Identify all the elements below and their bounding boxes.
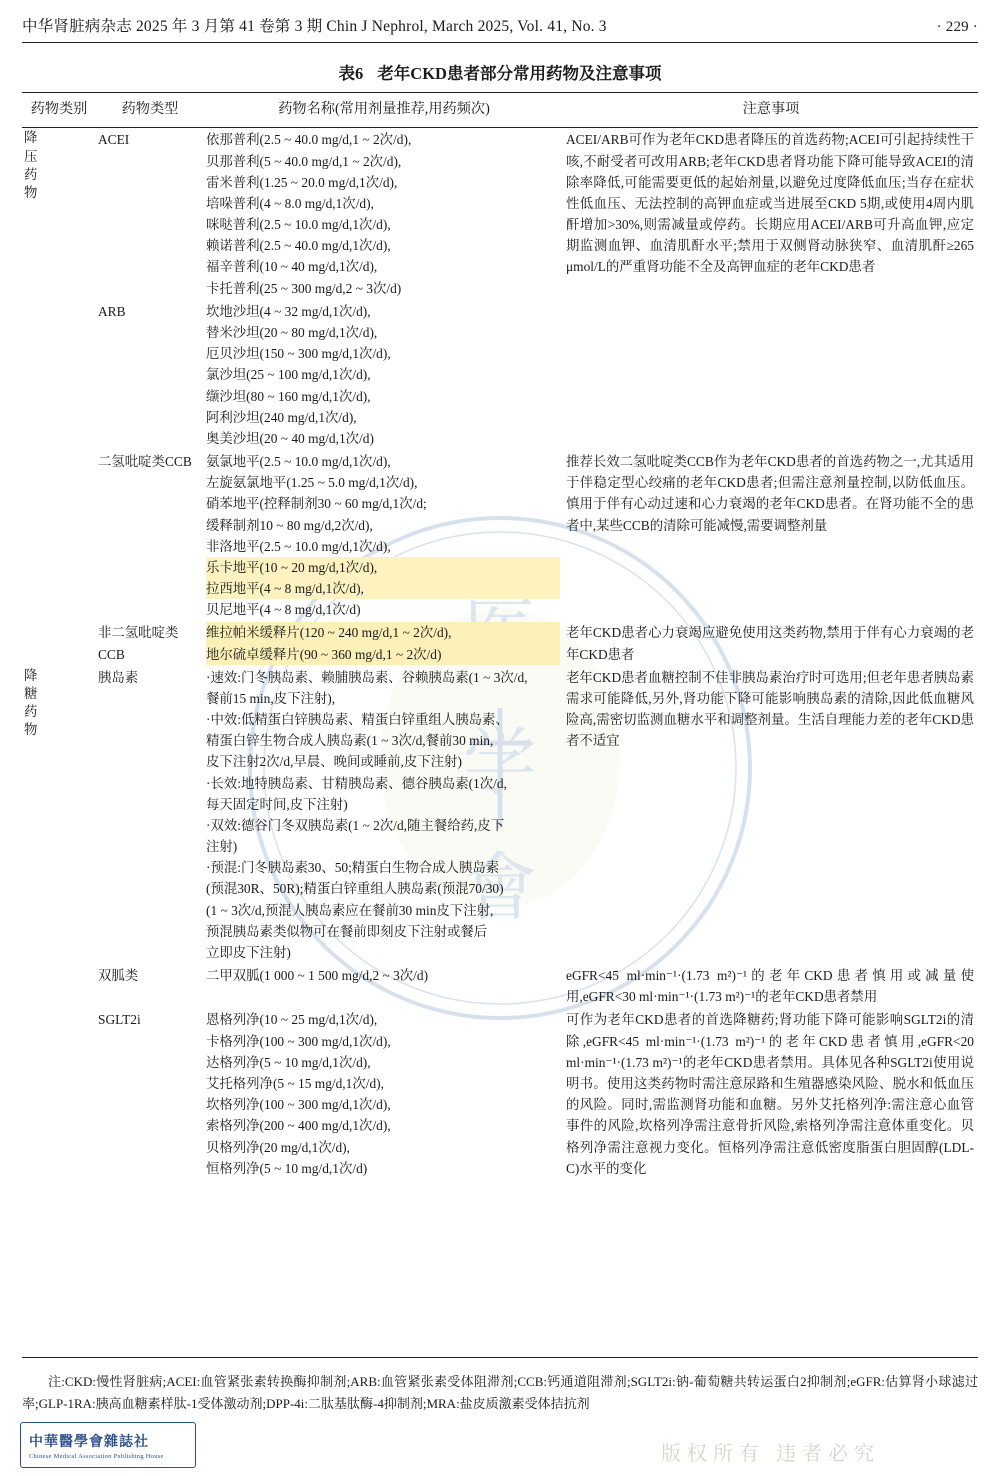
drug-name-line: 氨氯地平(2.5 ~ 10.0 mg/d,1次/d), — [206, 454, 391, 470]
drug-name-line: 替米沙坦(20 ~ 80 mg/d,1次/d), — [206, 324, 378, 340]
note-text: ACEI/ARB可作为老年CKD患者降压的首选药物;ACEI可引起持续性干咳,不耐受者可改用ARB;老年CKD患者肾功能下降可能导致ACEI的清除率降低,可能需要更低的起始剂量,以避免过度降低血压;当存在症状性低血压、无法控制的高钾血症或当进展至CKD 5期,或使用4周内肌酐增加>30%,则需减量或停药。长期应用ACEI/ARB可升高血钾,应定期监测血钾、血清肌酐水平;禁用于双侧肾动脉狭窄、血清肌酐≥265 μmol/L的严重肾功能不全及高钾血症的老年CKD患者 — [566, 132, 974, 275]
drug-name-line: 坎格列净(100 ~ 300 mg/d,1次/d), — [206, 1097, 391, 1113]
journal-issue-en: Chin J Nephrol, March 2025, Vol. 41, No. 3 — [326, 18, 607, 35]
drug-name-line: 二甲双胍(1 000 ~ 1 500 mg/d,2 ~ 3次/d) — [206, 968, 429, 984]
drug-table — [22, 92, 978, 1180]
row-drug-names — [204, 621, 564, 665]
drug-name-line: (1 ~ 3次/d,预混人胰岛素应在餐前30 min皮下注射, — [206, 902, 494, 918]
col-header-note: 注意事项 — [564, 93, 978, 128]
running-head — [22, 14, 978, 36]
note-text: 老年CKD患者血糖控制不佳非胰岛素治疗时可选用;但老年患者胰岛素需求可能降低,另外,肾功能下降可能影响胰岛素的清除,因此低血糖风险高,需密切监测血糖水平和调整剂量。生活自理能力差的老年CKD患者不适宜 — [566, 669, 974, 749]
table-row — [22, 666, 978, 964]
publisher-name-en: Chinese Medical Association Publishing House — [29, 1452, 164, 1460]
drug-name-line: ·长效:地特胰岛素、甘精胰岛素、德谷胰岛素(1次/d, — [206, 775, 507, 791]
drug-name-line: 左旋氨氯地平(1.25 ~ 5.0 mg/d,1次/d), — [206, 475, 418, 491]
table-row — [22, 1008, 978, 1179]
row-note — [564, 128, 978, 450]
drug-name-line: 奥美沙坦(20 ~ 40 mg/d,1次/d) — [206, 430, 374, 446]
drug-name-line: 福辛普利(10 ~ 40 mg/d,1次/d), — [206, 259, 378, 275]
row-drug-names — [204, 300, 564, 450]
drug-name-line: (预混30R、50R);精蛋白锌重组人胰岛素(预混70/30) — [206, 881, 504, 897]
table-caption — [0, 60, 1000, 84]
drug-name-line: ·预混:门冬胰岛素30、50;精蛋白生物合成人胰岛素 — [206, 860, 500, 876]
row-type: 二氢吡啶类CCB — [98, 454, 192, 470]
page-number: · 229 · — [936, 19, 978, 35]
drug-name-line: 咪哒普利(2.5 ~ 10.0 mg/d,1次/d), — [206, 217, 391, 233]
row-drug-names — [204, 450, 564, 621]
row-type: 胰岛素 — [98, 669, 139, 685]
drug-name-line: 厄贝沙坦(150 ~ 300 mg/d,1次/d), — [206, 346, 391, 362]
drug-name-line: 精蛋白锌生物合成人胰岛素(1 ~ 3次/d,餐前30 min, — [206, 733, 494, 749]
copyright-stamp: 版权所有 违者必究 — [661, 1443, 880, 1465]
drug-name-line: 乐卡地平(10 ~ 20 mg/d,1次/d), — [206, 557, 560, 578]
header-rule — [22, 42, 978, 43]
table-header-row — [22, 93, 978, 128]
drug-name-line: 赖诺普利(2.5 ~ 40.0 mg/d,1次/d), — [206, 238, 391, 254]
table-bottom-rule — [22, 1357, 978, 1358]
row-note — [564, 1008, 978, 1179]
drug-name-line: 缬沙坦(80 ~ 160 mg/d,1次/d), — [206, 388, 371, 404]
row-category: 降糖药物 — [24, 667, 38, 738]
footnote-text: 注:CKD:慢性肾脏病;ACEI:血管紧张素转换酶抑制剂;ARB:血管紧张素受体阻滞剂;CCB:钙通道阻滞剂;SGLT2i:钠-葡萄糖共转运蛋白2抑制剂;eGFR:估算肾小球滤过率;GLP-1RA:胰高血糖素样肽-1受体激动剂;DPP-4i:二肽基肽酶-4抑制剂;MRA:盐皮质激素受体拮抗剂 — [22, 1374, 978, 1411]
drug-name-line: 餐前15 min,皮下注射), — [206, 690, 336, 706]
drug-name-line: 非洛地平(2.5 ~ 10.0 mg/d,1次/d), — [206, 538, 391, 554]
col-header-type: 药物类型 — [96, 93, 204, 128]
drug-name-line: 维拉帕米缓释片(120 ~ 240 mg/d,1 ~ 2次/d), — [206, 622, 560, 643]
drug-name-line: 硝苯地平(控释制剂30 ~ 60 mg/d,1次/d; — [206, 496, 427, 512]
table-row — [22, 128, 978, 300]
drug-name-line: 雷米普利(1.25 ~ 20.0 mg/d,1次/d), — [206, 174, 398, 190]
table-footnote — [22, 1371, 978, 1414]
drug-name-line: 皮下注射2次/d,早晨、晚间或睡前,皮下注射) — [206, 754, 462, 770]
col-header-name: 药物名称(常用剂量推荐,用药频次) — [204, 93, 564, 128]
drug-name-line: 每天固定时间,皮下注射) — [206, 796, 348, 812]
row-drug-names — [204, 964, 564, 1008]
journal-issue-cn: 中华肾脏病杂志 2025 年 3 月第 41 卷第 3 期 — [22, 18, 323, 35]
drug-name-line: 贝格列净(20 mg/d,1次/d), — [206, 1139, 350, 1155]
drug-name-line: 贝那普利(5 ~ 40.0 mg/d,1 ~ 2次/d), — [206, 153, 402, 169]
drug-name-line: 阿利沙坦(240 mg/d,1次/d), — [206, 409, 357, 425]
table-title-text: 老年CKD患者部分常用药物及注意事项 — [377, 64, 662, 83]
table-row — [22, 450, 978, 621]
drug-name-line: 立即皮下注射) — [206, 944, 291, 960]
table-row — [22, 964, 978, 1008]
row-drug-names — [204, 1008, 564, 1179]
note-text: 推荐长效二氢吡啶类CCB作为老年CKD患者的首选药物之一,尤其适用于伴稳定型心绞痛的老年CKD患者;但需注意剂量控制,以防低血压。慎用于伴有心动过速和心力衰竭的老年CKD患者。在肾功能不全的患者中,某些CCB的清除可能减慢,需要调整剂量 — [566, 454, 974, 533]
drug-name-line: 索格列净(200 ~ 400 mg/d,1次/d), — [206, 1118, 391, 1134]
row-note — [564, 621, 978, 665]
row-drug-names — [204, 128, 564, 300]
row-note — [564, 666, 978, 964]
table-label: 表6 — [338, 64, 364, 83]
drug-name-line: 氯沙坦(25 ~ 100 mg/d,1次/d), — [206, 367, 371, 383]
drug-name-line: 依那普利(2.5 ~ 40.0 mg/d,1 ~ 2次/d), — [206, 132, 412, 148]
drug-name-line: 地尔硫卓缓释片(90 ~ 360 mg/d,1 ~ 2次/d) — [206, 644, 560, 665]
svg-text:学: 学 — [463, 722, 537, 805]
row-note — [564, 450, 978, 621]
drug-name-line: 坎地沙坦(4 ~ 32 mg/d,1次/d), — [206, 303, 371, 319]
note-text: 老年CKD患者心力衰竭应避免使用这类药物,禁用于伴有心力衰竭的老年CKD患者 — [566, 625, 974, 662]
drug-name-line: 预混胰岛素类似物可在餐前即刻皮下注射或餐后 — [206, 923, 488, 939]
drug-name-line: 注射) — [206, 839, 238, 855]
drug-name-line: 达格列净(5 ~ 10 mg/d,1次/d), — [206, 1054, 371, 1070]
drug-name-line: 贝尼地平(4 ~ 8 mg/d,1次/d) — [206, 602, 361, 618]
svg-text:會: 會 — [463, 847, 537, 930]
note-text: eGFR<45 ml·min⁻¹·(1.73 m²)⁻¹的老年CKD患者慎用或减量使用,eGFR<30 ml·min⁻¹·(1.73 m²)⁻¹的老年CKD患者禁用 — [566, 968, 974, 1005]
table-container — [22, 92, 978, 1180]
drug-name-line: ·双效:德谷门冬双胰岛素(1 ~ 2次/d,随主餐给药,皮下 — [206, 817, 505, 833]
row-type: SGLT2i — [98, 1012, 141, 1028]
drug-name-line: 拉西地平(4 ~ 8 mg/d,1次/d), — [206, 578, 560, 599]
row-type: ARB — [98, 303, 126, 319]
publisher-name-cn: 中華醫學會雜誌社 — [29, 1434, 149, 1450]
note-text: 可作为老年CKD患者的首选降糖药;肾功能下降可能影响SGLT2i的清除,eGFR<45 ml·min⁻¹·(1.73 m²)⁻¹的老年CKD患者慎用,eGFR<20 ml·min⁻¹·(1.73 m²)⁻¹的老年CKD患者禁用。具体见各种SGLT2i使用说明书。使用这类药物时需注意尿路和生殖器感染风险、脱水和低血压的风险。同时,需监测肾功能和血糖。另外艾托格列净:需注意心血管事件的风险,坎格列净需注意骨折风险,索格列净需注意体重变化。贝格列净需注意视力变化。恒格列净需注意低密度脂蛋白胆固醇(LDL-C)水平的变化 — [566, 1012, 974, 1176]
running-head-left — [22, 14, 607, 36]
drug-name-line: 缓释制剂10 ~ 80 mg/d,2次/d), — [206, 517, 373, 533]
drug-name-line: 卡托普利(25 ~ 300 mg/d,2 ~ 3次/d) — [206, 280, 402, 296]
row-type: 非二氢吡啶类CCB — [98, 625, 179, 662]
publisher-logo — [20, 1422, 196, 1468]
table-row — [22, 621, 978, 665]
drug-name-line: 恩格列净(10 ~ 25 mg/d,1次/d), — [206, 1012, 378, 1028]
row-category: 降压药物 — [24, 130, 38, 201]
drug-name-line: 培哚普利(4 ~ 8.0 mg/d,1次/d), — [206, 195, 374, 211]
row-note — [564, 964, 978, 1008]
drug-name-line: 卡格列净(100 ~ 300 mg/d,1次/d), — [206, 1033, 391, 1049]
drug-name-line: 艾托格列净(5 ~ 15 mg/d,1次/d), — [206, 1076, 384, 1091]
drug-name-line: 恒格列净(5 ~ 10 mg/d,1次/d) — [206, 1160, 368, 1176]
row-type: 双胍类 — [98, 968, 139, 984]
row-drug-names — [204, 666, 564, 964]
drug-name-line: ·速效:门冬胰岛素、赖脯胰岛素、谷赖胰岛素(1 ~ 3次/d, — [206, 669, 528, 685]
row-type: ACEI — [98, 132, 130, 148]
drug-name-line: ·中效:低精蛋白锌胰岛素、精蛋白锌重组人胰岛素、 — [206, 712, 509, 728]
col-header-category: 药物类别 — [22, 93, 96, 128]
